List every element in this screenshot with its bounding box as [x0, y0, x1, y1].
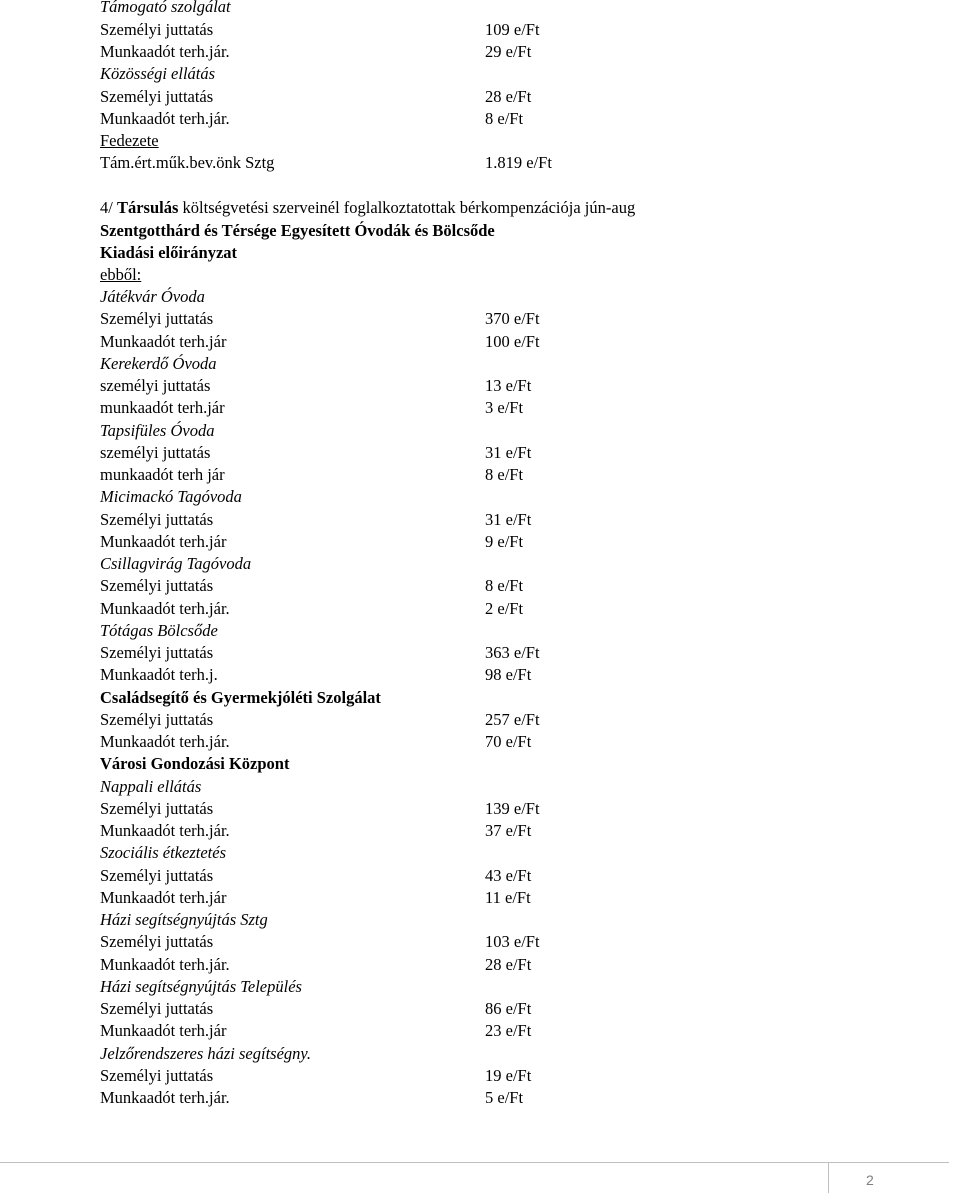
row-label: személyi juttatás — [100, 442, 211, 462]
section-prefix: 4/ — [100, 198, 117, 217]
row-value: 23 e/Ft — [485, 1021, 532, 1041]
value: 28 e/Ft — [485, 87, 532, 106]
value: 29 e/Ft — [485, 42, 532, 61]
row-label: Személyi juttatás — [100, 798, 214, 818]
heading-kozossegi: Közösségi ellátás — [100, 64, 216, 83]
row-value: 28 e/Ft — [485, 954, 532, 974]
row-value: 43 e/Ft — [485, 865, 532, 885]
row-label: Munkaadót terh.jár — [100, 1021, 227, 1041]
row-label: Munkaadót terh.jár — [100, 331, 227, 351]
label-szemelyi: Személyi juttatás — [100, 20, 214, 39]
row-value: 70 e/Ft — [485, 732, 532, 751]
org-name: Szentgotthárd és Térsége Egyesített Óvodák és Bölcsőde — [100, 221, 495, 240]
group-heading: Házi segítségnyújtás Település — [100, 976, 302, 996]
row-label: Személyi juttatás — [100, 1065, 214, 1085]
row-value: 98 e/Ft — [485, 665, 532, 685]
row-label: Személyi juttatás — [100, 932, 214, 952]
row-value: 100 e/Ft — [485, 331, 540, 351]
label-munkaado: Munkaadót terh.jár. — [100, 42, 230, 61]
row-label: Munkaadót terh.j. — [100, 665, 218, 685]
row-label: Munkaadót terh.jár. — [100, 598, 230, 618]
page-number: 2 — [866, 1172, 874, 1188]
row-value: 19 e/Ft — [485, 1065, 532, 1085]
kiadasi-eloiranyzat: Kiadási előirányzat — [100, 243, 238, 262]
row-label: személyi juttatás — [100, 376, 211, 395]
label-munkaado: Munkaadót terh.jár. — [100, 109, 230, 128]
row-value: 363 e/Ft — [485, 643, 540, 662]
row-label: Személyi juttatás — [100, 576, 214, 596]
section-bold: Társulás — [116, 198, 179, 217]
group-heading: Házi segítségnyújtás Sztg — [100, 910, 268, 929]
row-label: Munkaadót terh.jár. — [100, 954, 230, 974]
row-value: 257 e/Ft — [485, 709, 540, 729]
value: 8 e/Ft — [485, 109, 524, 128]
row-label: Munkaadót terh.jár. — [100, 1088, 230, 1107]
row-label: Személyi juttatás — [100, 509, 214, 529]
row-value: 13 e/Ft — [485, 376, 532, 395]
footer-rule — [0, 1162, 828, 1163]
heading-tamogato: Támogató szolgálat — [100, 0, 231, 16]
group-heading: Városi Gondozási Központ — [100, 754, 290, 774]
row-value: 5 e/Ft — [485, 1088, 524, 1107]
row-value: 9 e/Ft — [485, 531, 524, 551]
row-label: Személyi juttatás — [100, 999, 214, 1018]
group-heading: Családsegítő és Gyermekjóléti Szolgálat — [100, 687, 381, 707]
row-label: Munkaadót terh.jár — [100, 531, 227, 551]
row-label: Munkaadót terh.jár. — [100, 821, 230, 840]
heading-fedezete: Fedezete — [100, 131, 159, 150]
row-label: Munkaadót terh.jár — [100, 887, 227, 907]
row-value: 8 e/Ft — [485, 576, 524, 596]
page-number-box — [828, 1162, 949, 1193]
value: 1.819 e/Ft — [485, 153, 552, 172]
group-heading: Tótágas Bölcsőde — [100, 620, 218, 640]
group-heading: Jelzőrendszeres házi segítségny. — [100, 1043, 311, 1063]
value: 109 e/Ft — [485, 20, 540, 39]
group-heading: Nappali ellátás — [100, 776, 202, 796]
label-tam: Tám.ért.műk.bev.önk Sztg — [100, 153, 275, 172]
group-heading: Kerekerdő Óvoda — [100, 353, 217, 373]
row-value: 8 e/Ft — [485, 465, 524, 484]
group-heading: Micimackó Tagóvoda — [100, 487, 242, 507]
row-value: 370 e/Ft — [485, 309, 540, 329]
label-szemelyi: Személyi juttatás — [100, 87, 214, 106]
group-heading: Játékvár Óvoda — [100, 287, 205, 306]
row-value: 37 e/Ft — [485, 821, 532, 840]
row-value: 2 e/Ft — [485, 598, 524, 618]
row-label: Személyi juttatás — [100, 309, 214, 329]
row-label: munkaadót terh.jár — [100, 398, 225, 418]
group-heading: Tapsifüles Óvoda — [100, 420, 215, 440]
row-label: munkaadót terh jár — [100, 465, 225, 484]
row-value: 31 e/Ft — [485, 509, 532, 529]
group-heading: Szociális étkeztetés — [100, 843, 227, 863]
row-value: 103 e/Ft — [485, 932, 540, 952]
row-value: 86 e/Ft — [485, 999, 532, 1018]
row-value: 11 e/Ft — [485, 887, 531, 907]
row-value: 31 e/Ft — [485, 442, 532, 462]
ebbol-label: ebből: — [100, 265, 142, 284]
row-value: 139 e/Ft — [485, 798, 540, 818]
row-label: Személyi juttatás — [100, 709, 214, 729]
row-label: Személyi juttatás — [100, 865, 214, 885]
row-label: Munkaadót terh.jár. — [100, 732, 230, 751]
row-value: 3 e/Ft — [485, 398, 524, 418]
group-heading: Csillagvirág Tagóvoda — [100, 554, 252, 573]
section-rest: költségvetési szerveinél foglalkoztatottak bérkompenzációja jún-aug — [178, 198, 636, 217]
section-heading — [100, 197, 635, 219]
row-label: Személyi juttatás — [100, 643, 214, 662]
